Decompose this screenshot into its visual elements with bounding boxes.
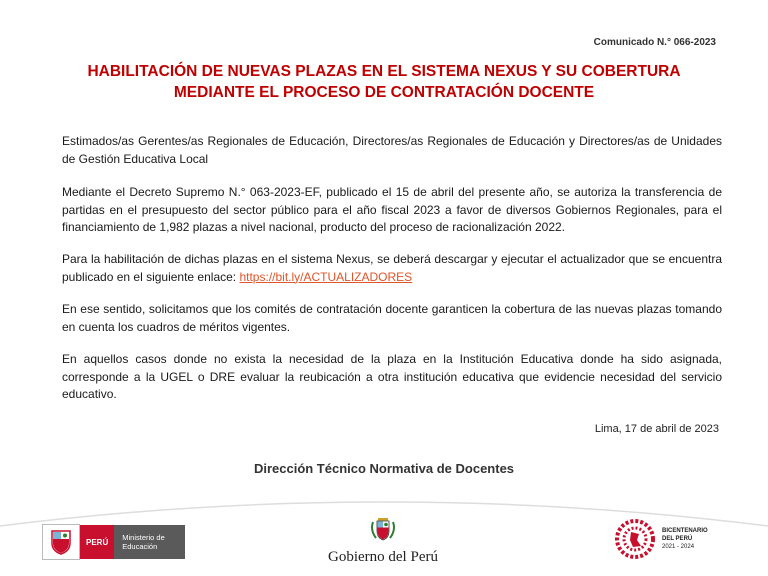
paragraph-comites: En ese sentido, solicitamos que los comités de contratación docente garanticen la cobertura de las nuevas plazas tomando en cuenta los cuadros de méritos vigentes. xyxy=(62,302,722,334)
gobierno-peru-logo xyxy=(318,518,448,566)
comunicado-number: Comunicado N.° 066-2023 xyxy=(593,37,716,48)
peru-coat-of-arms-icon xyxy=(370,518,396,542)
title-line-2: MEDIANTE EL PROCESO DE CONTRATACIÓN DOCENTE xyxy=(173,84,595,101)
document-date: Lima, 17 de abril de 2023 xyxy=(594,423,719,435)
bicentenario-text xyxy=(662,527,708,551)
paragraph-decreto: Mediante el Decreto Supremo N.° 063-2023-EF, publicado el 15 de abril del presente año, se autoriza la transferencia de partidas en el presupuesto del sector público para el año fiscal 2023 a favor de diversos Gobiernos Regionales, para el financiamiento de 1,982 plazas a nivel nacional, producto del proceso de racionalización 2022. xyxy=(62,185,722,234)
title-line-1: HABILITACIÓN DE NUEVAS PLAZAS EN EL SISTEMA NEXUS Y SU COBERTURA xyxy=(87,63,681,80)
bicent-line-3: 2021 - 2024 xyxy=(662,544,695,550)
greeting-paragraph: Estimados/as Gerentes/as Regionales de Educación, Directores/as Regionales de Educación y Directores/as de Unidades de Gestión Educativa Local xyxy=(62,134,722,166)
peru-shield-icon xyxy=(42,524,80,560)
bicent-line-1: BICENTENARIO xyxy=(662,528,708,534)
direccion-signature: Dirección Técnico Normativa de Docentes xyxy=(253,461,515,476)
minedu-logo xyxy=(42,524,185,560)
paragraph-habilitacion xyxy=(62,251,722,286)
bicent-line-2: DEL PERÚ xyxy=(662,536,693,542)
bicentenario-logo xyxy=(614,518,708,560)
actualizadores-link[interactable]: https://bit.ly/ACTUALIZADORES xyxy=(239,269,413,284)
peru-label: PERÚ xyxy=(80,525,114,559)
ministerio-label: Ministerio de Educación xyxy=(114,525,185,559)
gobierno-label: Gobierno del Perú xyxy=(328,549,438,565)
footer-logos xyxy=(0,510,768,576)
paragraph-habilitacion-text: Para la habilitación de dichas plazas en el sistema Nexus, se deberá descargar y ejecutar el actualizador que se encuentra publicado en el siguiente enlace: xyxy=(62,252,722,284)
bicentenario-logo-icon xyxy=(614,518,656,560)
paragraph-reubicacion: En aquellos casos donde no exista la necesidad de la plaza en la Institución Educativa donde ha sido asignada, corresponde a la UGEL o DRE evaluar la reubicación a otra institución educativa que evidencie necesidad del servicio educativo. xyxy=(62,352,722,401)
page-title xyxy=(40,61,728,103)
